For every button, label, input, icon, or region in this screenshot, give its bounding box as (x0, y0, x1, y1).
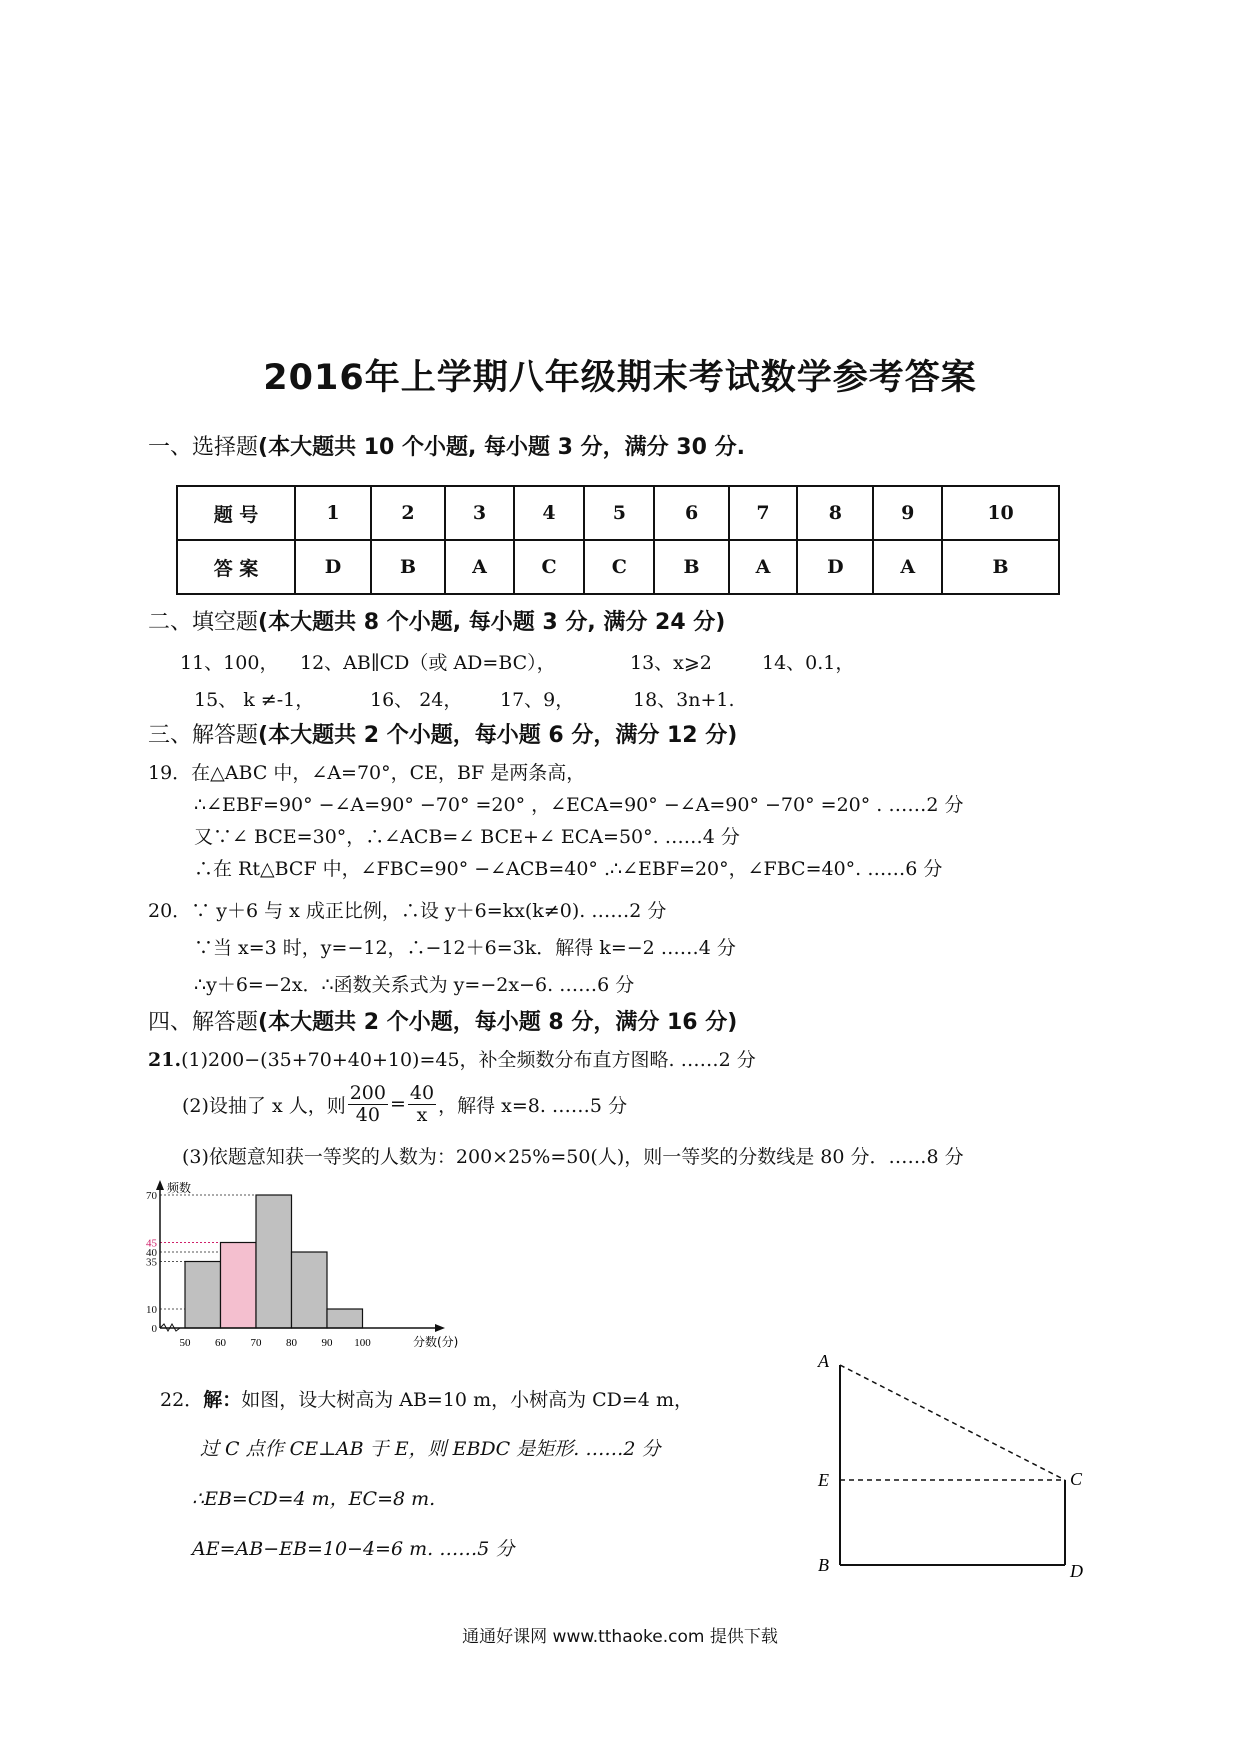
histogram-bar (256, 1195, 292, 1328)
q21-part2-text: (2)设抽了 x 人，则 (182, 1094, 346, 1117)
table-cell: D (295, 540, 371, 594)
x-tick-label: 80 (286, 1337, 297, 1349)
q21-line-3: (3)依题意知获一等奖的人数为：200×25%=50(人)，则一等奖的分数线是 80 分．……8 分 (182, 1146, 964, 1168)
q20-line-3: ∴y＋6=−2x．∴函数关系式为 y=−2x−6. ……6 分 (194, 974, 635, 996)
q21-part2-result: ，解得 x=8. ……5 分 (438, 1094, 628, 1117)
y-tick-label: 45 (146, 1237, 157, 1250)
fraction-40-x (408, 1083, 436, 1126)
fill-answer-17: 17、9， (500, 689, 575, 711)
table-cell: 2 (371, 486, 445, 540)
table-cell: B (942, 540, 1059, 594)
point-label-b: B (818, 1555, 829, 1575)
histogram-bar (185, 1262, 221, 1329)
section-fill-detail: (本大题共 8 个小题, 每小题 3 分, 满分 24 分) (258, 610, 726, 635)
table-cell: 6 (654, 486, 728, 540)
table-cell: A (729, 540, 798, 594)
table-cell: 9 (873, 486, 942, 540)
q21-number: 21. (148, 1049, 182, 1071)
q22-line-4: AE=AB−EB=10−4=6 m. ……5 分 (192, 1538, 515, 1560)
q19-line-2: ∴∠EBF=90° −∠A=90° −70° =20° ，∠ECA=90° −∠A=90° −70° =20° . ……2 分 (194, 794, 964, 816)
section-solve1-prefix: 三、解答题 (148, 723, 259, 748)
table-cell: D (797, 540, 873, 594)
footer-credit: 通通好课网 www.tthaoke.com 提供下载 (462, 1627, 778, 1647)
q22-number: 22． (160, 1389, 204, 1411)
page-title: 2016年上学期八年级期末考试数学参考答案 (263, 358, 977, 398)
q22-line-2: 过 C 点作 CE⊥AB 于 E，则 EBDC 是矩形. ……2 分 (200, 1438, 661, 1460)
y-tick-label: 0 (151, 1323, 157, 1335)
table-cell: A (873, 540, 942, 594)
y-axis-arrow-icon (156, 1180, 164, 1190)
point-label-d: D (1070, 1561, 1083, 1581)
table-cell: 3 (445, 486, 514, 540)
frequency-histogram (135, 1180, 495, 1350)
table-cell: B (371, 540, 445, 594)
table-cell: C (584, 540, 654, 594)
section-solve2-detail: (本大题共 2 个小题，每小题 8 分，满分 16 分) (258, 1010, 738, 1035)
histogram-bar (327, 1309, 363, 1328)
table-row-answers (177, 540, 1059, 594)
section-solve1-detail: (本大题共 2 个小题，每小题 6 分，满分 12 分) (258, 723, 738, 748)
x-tick-label: 60 (215, 1337, 226, 1349)
table-cell: 10 (942, 486, 1059, 540)
table-cell: 8 (797, 486, 873, 540)
q19-line-3: 又∵∠ BCE=30°，∴∠ACB=∠ BCE+∠ ECA=50°. ……4 分 (194, 826, 740, 848)
fill-answer-11: 11、100， (180, 652, 279, 674)
table-header-number: 题 号 (177, 486, 295, 540)
y-axis-label: 频数 (167, 1181, 192, 1195)
section-choice-detail: (本大题共 10 个小题, 每小题 3 分，满分 30 分. (258, 435, 745, 460)
q20-line-1: 20．∵ y＋6 与 x 成正比例，∴设 y＋6=kx(k≠0). ……2 分 (148, 900, 667, 922)
fill-answer-16: 16、 24， (370, 689, 463, 711)
segment-ac-dashed (840, 1365, 1065, 1480)
fraction-numerator: 200 (349, 1081, 386, 1104)
fraction-numerator: 40 (409, 1081, 435, 1104)
histogram-bar (221, 1243, 257, 1329)
x-tick-label: 90 (321, 1337, 333, 1349)
table-cell: A (445, 540, 514, 594)
q19-line-1: 19．在△ABC 中，∠A=70°，CE，BF 是两条高， (148, 762, 586, 784)
section-solve2-prefix: 四、解答题 (148, 1010, 259, 1035)
q21-part1: (1)200−(35+70+40+10)=45，补全频数分布直方图略. ……2 分 (181, 1049, 756, 1071)
y-tick-label: 40 (146, 1247, 157, 1259)
q20-line-2: ∵当 x=3 时，y=−12，∴−12＋6=3k．解得 k=−2 ……4 分 (194, 937, 736, 959)
fraction-denominator: x (416, 1103, 428, 1126)
x-tick-label: 70 (250, 1337, 262, 1349)
fill-answer-12: 12、AB∥CD（或 AD=BC）， (300, 652, 556, 674)
x-tick-label: 100 (354, 1337, 371, 1349)
equals-sign: = (389, 1093, 406, 1115)
y-tick-label: 10 (146, 1304, 157, 1316)
point-label-e: E (818, 1470, 829, 1490)
section-choice-heading (148, 430, 745, 461)
x-axis-arrow-icon (435, 1324, 445, 1332)
fill-answer-18: 18、3n+1. (633, 689, 735, 711)
x-tick-label: 50 (179, 1337, 191, 1349)
fill-answer-15: 15、 k ≠-1， (194, 689, 315, 711)
fraction-denominator: 40 (355, 1103, 380, 1126)
table-row-numbers (177, 486, 1059, 540)
y-tick-label: 70 (146, 1190, 157, 1202)
x-axis-label: 分数(分) (413, 1335, 459, 1349)
section-solve2-heading (148, 1005, 737, 1036)
point-label-c: C (1070, 1469, 1083, 1489)
q21-line-1 (148, 1045, 756, 1072)
section-choice-prefix: 一、选择题 (148, 435, 259, 460)
table-cell: 1 (295, 486, 371, 540)
section-fill-heading (148, 605, 725, 636)
table-cell: C (514, 540, 584, 594)
q21-line-2 (182, 1076, 627, 1132)
q19-line-4: ∴在 Rt△BCF 中，∠FBC=90° −∠ACB=40° .∴∠EBF=20°，∠FBC=40°. ……6 分 (194, 858, 943, 880)
table-cell: B (654, 540, 728, 594)
fraction-200-40 (348, 1083, 388, 1126)
table-cell: 4 (514, 486, 584, 540)
histogram-bar (292, 1252, 328, 1328)
answer-table (176, 485, 1060, 595)
q22-text-1: 如图，设大树高为 AB=10 m，小树高为 CD=4 m， (241, 1389, 693, 1411)
table-cell: 7 (729, 486, 798, 540)
table-cell: 5 (584, 486, 654, 540)
section-fill-prefix: 二、填空题 (148, 610, 259, 635)
tree-geometry-diagram (810, 1345, 1100, 1585)
fill-answer-13: 13、x⩾2 (630, 652, 712, 674)
y-tick-label: 35 (146, 1256, 157, 1269)
point-label-a: A (818, 1351, 829, 1371)
section-solve1-heading (148, 718, 737, 749)
table-header-answer: 答 案 (177, 540, 295, 594)
fill-answer-14: 14、0.1， (762, 652, 855, 674)
q22-solution-label: 解： (203, 1389, 242, 1411)
q22-line-1 (160, 1385, 693, 1412)
q22-line-3: ∴EB=CD=4 m，EC=8 m. (192, 1488, 436, 1510)
